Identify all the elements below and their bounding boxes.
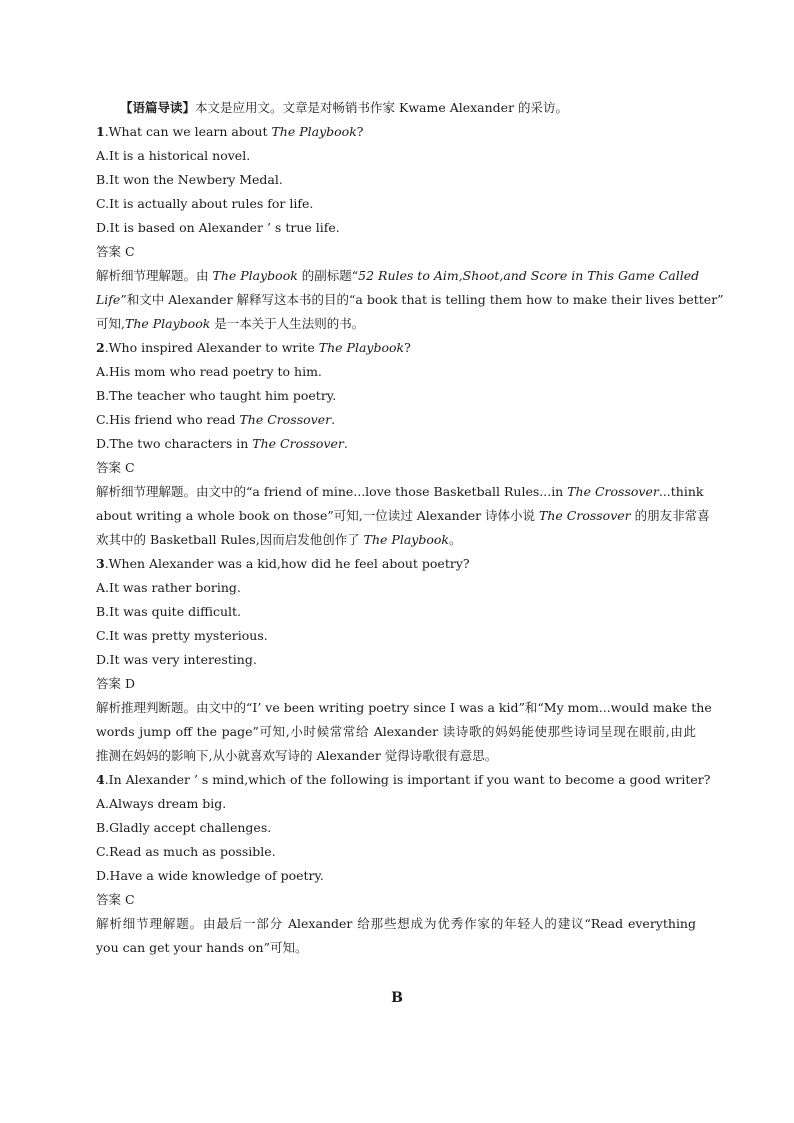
analysis-text: 。 <box>448 532 462 547</box>
question-1-option-c: C.It is actually about rules for life. <box>96 196 314 211</box>
analysis-text: 是一本关于人生法则的书。 <box>210 316 365 331</box>
analysis-text: ...think <box>658 484 704 499</box>
option-text: . <box>331 412 336 427</box>
analysis-text: 的副标题“ <box>297 268 359 283</box>
book-title: The Playbook <box>271 124 357 139</box>
question-2-option-a: A.His mom who read poetry to him. <box>96 364 322 379</box>
book-title: The Playbook <box>212 268 298 283</box>
book-subtitle: 52 Rules to Aim,Shoot,and Score in This Game Called <box>358 268 700 283</box>
analysis-text: 可知, <box>96 316 125 331</box>
analysis-text: 欢其中的 Basketball Rules,因而启发他创作了 <box>96 532 364 547</box>
question-1-option-a: A.It is a historical novel. <box>96 148 251 163</box>
question-number: 3 <box>96 556 105 571</box>
book-subtitle: Life <box>96 292 121 307</box>
question-4-answer: 答案 C <box>96 892 135 907</box>
guide-bracket-label: 【语篇导读】 <box>120 100 196 115</box>
question-4-option-d: D.Have a wide knowledge of poetry. <box>96 868 324 883</box>
question-1-option-b: B.It won the Newbery Medal. <box>96 172 283 187</box>
option-text: D.The two characters in <box>96 436 253 451</box>
book-title: The Crossover <box>539 508 631 523</box>
analysis-text: 解析细节理解题。由 <box>96 268 213 283</box>
option-text: . <box>343 436 348 451</box>
question-2-analysis-line <box>96 504 710 528</box>
question-1-analysis-line <box>96 288 724 312</box>
question-4-stem <box>96 768 711 792</box>
question-3-option-a: A.It was rather boring. <box>96 580 241 595</box>
question-2-option-b: B.The teacher who taught him poetry. <box>96 388 337 403</box>
question-1-stem <box>96 120 696 144</box>
reading-guide <box>120 96 720 120</box>
question-4-analysis-line: you can get your hands on”可知。 <box>96 940 308 955</box>
analysis-text: about writing a whole book on those”可知,一位读过 Alexander 诗体小说 <box>96 508 540 523</box>
analysis-text: ”和文中 Alexander 解释写这本书的目的“a book that is telling them how to make their lives better” <box>120 292 724 307</box>
question-2-stem <box>96 336 696 360</box>
analysis-text: 解析细节理解题。由文中的“a friend of mine...love those Basketball Rules...in <box>96 484 568 499</box>
question-3-option-b: B.It was quite difficult. <box>96 604 242 619</box>
question-3-analysis-line: 解析推理判断题。由文中的“I’ ve been writing poetry since I was a kid”和“My mom...would make the <box>96 700 712 715</box>
question-4-option-b: B.Gladly accept challenges. <box>96 820 272 835</box>
stem-text: ? <box>404 340 411 355</box>
analysis-text: 的朋友非常喜 <box>630 508 710 523</box>
book-title: The Playbook <box>124 316 211 331</box>
question-3-option-c: C.It was pretty mysterious. <box>96 628 268 643</box>
guide-text: 本文是应用文。文章是对畅销书作家 Kwame Alexander 的采访。 <box>195 100 569 115</box>
question-1-answer: 答案 C <box>96 244 135 259</box>
book-title: The Crossover <box>567 484 659 499</box>
stem-text: .What can we learn about <box>104 124 272 139</box>
question-3-answer: 答案 D <box>96 676 135 691</box>
question-2-option-d <box>96 432 696 456</box>
question-3-stem <box>96 552 696 576</box>
option-text: C.His friend who read <box>96 412 240 427</box>
book-title: The Crossover <box>252 436 344 451</box>
stem-text: .When Alexander was a kid,how did he feel about poetry? <box>104 556 470 571</box>
book-title: The Playbook <box>318 340 405 355</box>
stem-text: ? <box>356 124 364 139</box>
question-4-option-c: C.Read as much as possible. <box>96 844 276 859</box>
section-label: B <box>391 990 403 1006</box>
book-title: The Crossover <box>239 412 332 427</box>
question-3-option-d: D.It was very interesting. <box>96 652 257 667</box>
question-number: 1 <box>96 124 105 139</box>
stem-text: .In Alexander ’ s mind,which of the following is important if you want to become a good writer? <box>104 772 711 787</box>
question-3-analysis-line: 推测在妈妈的影响下,从小就喜欢写诗的 Alexander 觉得诗歌很有意思。 <box>96 748 498 763</box>
question-2-analysis-line <box>96 480 704 504</box>
stem-text: .Who inspired Alexander to write <box>104 340 319 355</box>
question-3-analysis-line: words jump off the page”可知,小时候常常给 Alexander 读诗歌的妈妈能使那些诗词呈现在眼前,由此 <box>96 724 696 739</box>
question-2-option-c <box>96 408 696 432</box>
question-number: 2 <box>96 340 105 355</box>
question-1-analysis-line <box>96 312 696 336</box>
question-2-answer: 答案 C <box>96 460 135 475</box>
question-2-analysis-line <box>96 528 696 552</box>
question-4-option-a: A.Always dream big. <box>96 796 227 811</box>
question-number: 4 <box>96 772 105 787</box>
book-title: The Playbook <box>363 532 449 547</box>
question-1-analysis-line <box>96 264 700 288</box>
question-4-analysis-line: 解析细节理解题。由最后一部分 Alexander 给那些想成为优秀作家的年轻人的建议“Read everything <box>96 916 696 931</box>
question-1-option-d: D.It is based on Alexander ’ s true life. <box>96 220 340 235</box>
